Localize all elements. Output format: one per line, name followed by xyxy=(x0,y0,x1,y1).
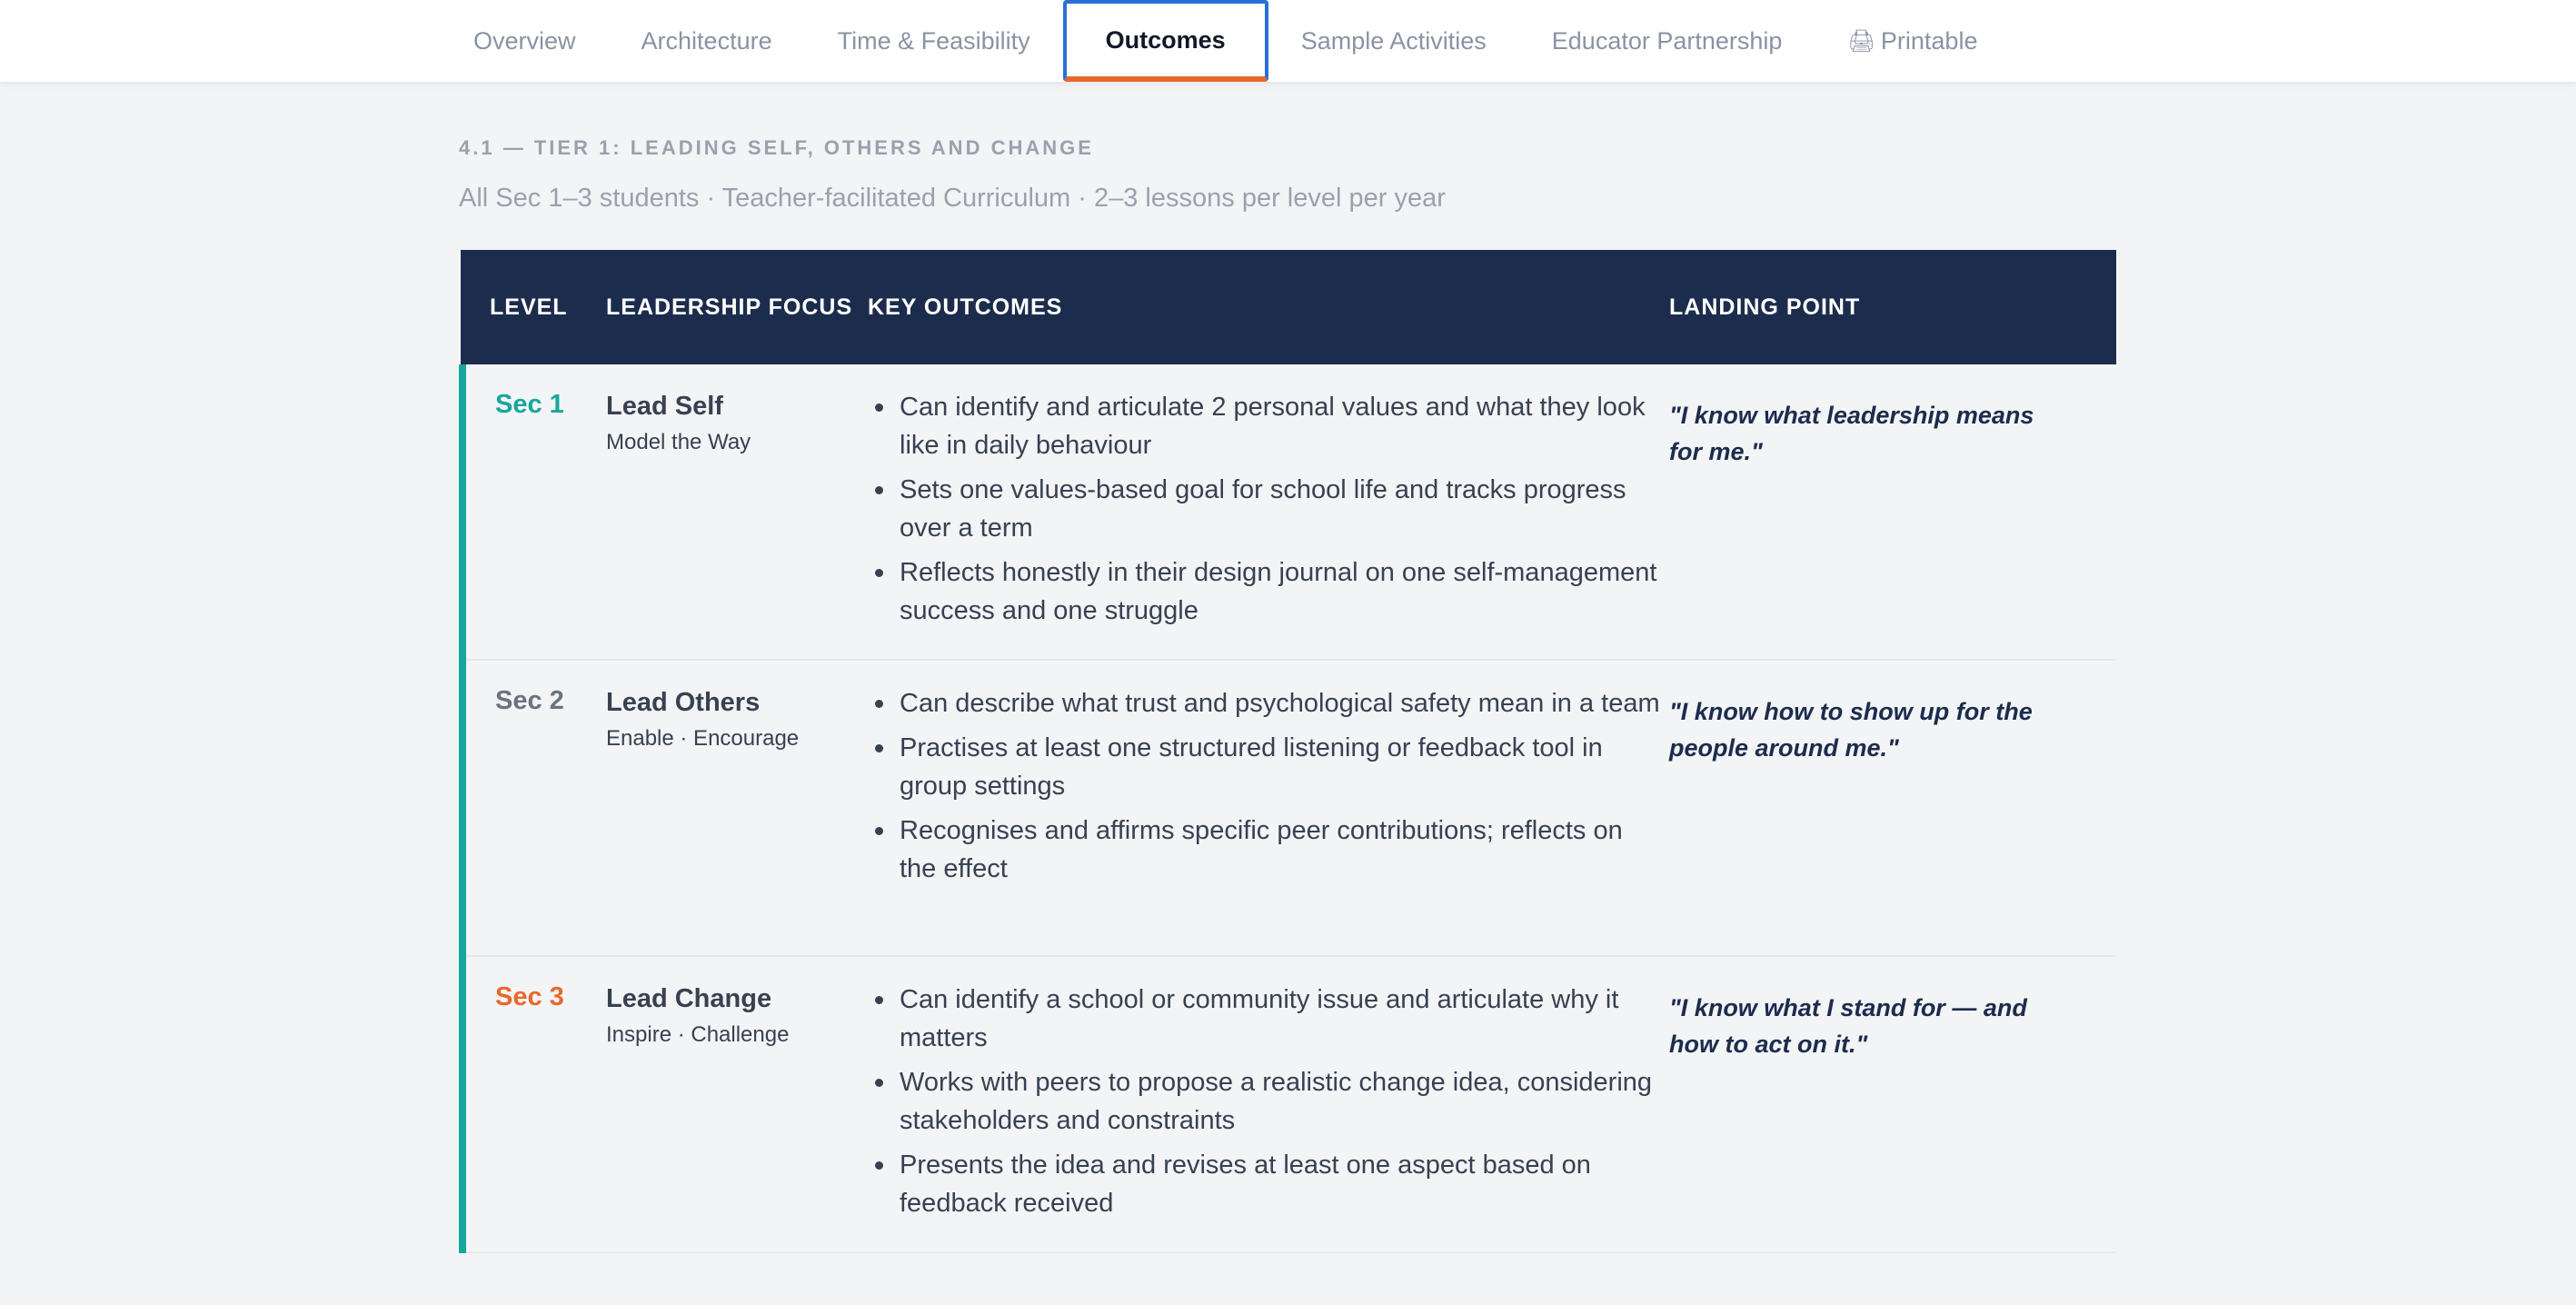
list-item: Recognises and affirms specific peer contributions; reflects on the effect xyxy=(868,812,1669,888)
table-row xyxy=(466,957,2116,1253)
level-cell: Sec 3 xyxy=(495,982,564,1011)
focus-title: Lead Self xyxy=(606,392,723,421)
list-item: Practises at least one structured listening or feedback tool in group settings xyxy=(868,729,1669,805)
table-row xyxy=(466,364,2116,661)
focus-subtitle: Model the Way xyxy=(606,430,751,454)
outcomes-table xyxy=(459,250,2116,1253)
landing-point-quote: "I know how to show up for the people around me." xyxy=(1669,698,2033,762)
list-item: Reflects honestly in their design journal on one self-management success and one struggle xyxy=(868,553,1669,630)
tab-architecture[interactable] xyxy=(609,0,805,82)
focus-cell xyxy=(606,661,868,955)
tab-time-feasibility[interactable] xyxy=(805,0,1063,82)
section-subtitle: All Sec 1–3 students · Teacher-facilitated Curriculum · 2–3 lessons per level per year xyxy=(459,184,1446,213)
tab-label: Printable xyxy=(1880,26,1978,55)
top-nav-bar xyxy=(0,0,2576,82)
outcomes-list xyxy=(868,981,1669,1222)
level-cell: Sec 2 xyxy=(495,686,564,715)
level-cell: Sec 1 xyxy=(495,390,564,419)
landing-point-quote: "I know what I stand for — and how to act on it." xyxy=(1669,994,2027,1058)
tab-list xyxy=(441,0,2010,82)
focus-cell xyxy=(606,364,868,659)
focus-cell xyxy=(606,957,868,1251)
table-row xyxy=(466,661,2116,957)
landing-point-quote: "I know what leadership means for me." xyxy=(1669,402,2034,465)
table-header xyxy=(461,250,2116,364)
tab-label: Outcomes xyxy=(1105,25,1226,54)
tab-educator-partnership[interactable] xyxy=(1519,0,1815,82)
list-item: Sets one values-based goal for school life and tracks progress over a term xyxy=(868,471,1669,547)
header-landing-point: LANDING POINT xyxy=(1669,294,1861,320)
outcomes-cell xyxy=(868,661,1669,955)
focus-subtitle: Inspire · Challenge xyxy=(606,1022,790,1047)
tab-label: Sample Activities xyxy=(1300,26,1487,55)
tab-label: Overview xyxy=(473,26,576,55)
list-item: Can identify a school or community issue and articulate why it matters xyxy=(868,981,1669,1057)
tab-label: Educator Partnership xyxy=(1551,26,1783,55)
tab-sample-activities[interactable] xyxy=(1268,0,1519,82)
focus-title: Lead Change xyxy=(606,984,772,1013)
focus-subtitle: Enable · Encourage xyxy=(606,726,800,751)
header-leadership-focus: LEADERSHIP FOCUS xyxy=(606,294,853,320)
table-body xyxy=(459,364,2116,1253)
outcomes-cell xyxy=(868,957,1669,1251)
section-heading: 4.1 — TIER 1: LEADING SELF, OTHERS AND CHANGE xyxy=(459,136,1094,159)
tab-label: Time & Feasibility xyxy=(837,26,1030,55)
focus-title: Lead Others xyxy=(606,688,761,717)
header-level: LEVEL xyxy=(490,294,568,320)
printer-icon: 🖨 xyxy=(1847,28,1875,54)
outcomes-cell xyxy=(868,364,1669,659)
outcomes-list xyxy=(868,388,1669,630)
outcomes-list xyxy=(868,684,1669,888)
list-item: Can describe what trust and psychological safety mean in a team xyxy=(868,684,1669,722)
tab-printable[interactable] xyxy=(1815,0,2010,82)
list-item: Can identify and articulate 2 personal values and what they look like in daily behaviour xyxy=(868,388,1669,464)
tab-label: Architecture xyxy=(641,26,772,55)
list-item: Presents the idea and revises at least one aspect based on feedback received xyxy=(868,1146,1669,1222)
header-key-outcomes: KEY OUTCOMES xyxy=(868,294,1063,320)
tab-outcomes[interactable] xyxy=(1063,0,1268,82)
list-item: Works with peers to propose a realistic change idea, considering stakeholders and constraints xyxy=(868,1063,1669,1140)
tab-overview[interactable] xyxy=(441,0,609,82)
